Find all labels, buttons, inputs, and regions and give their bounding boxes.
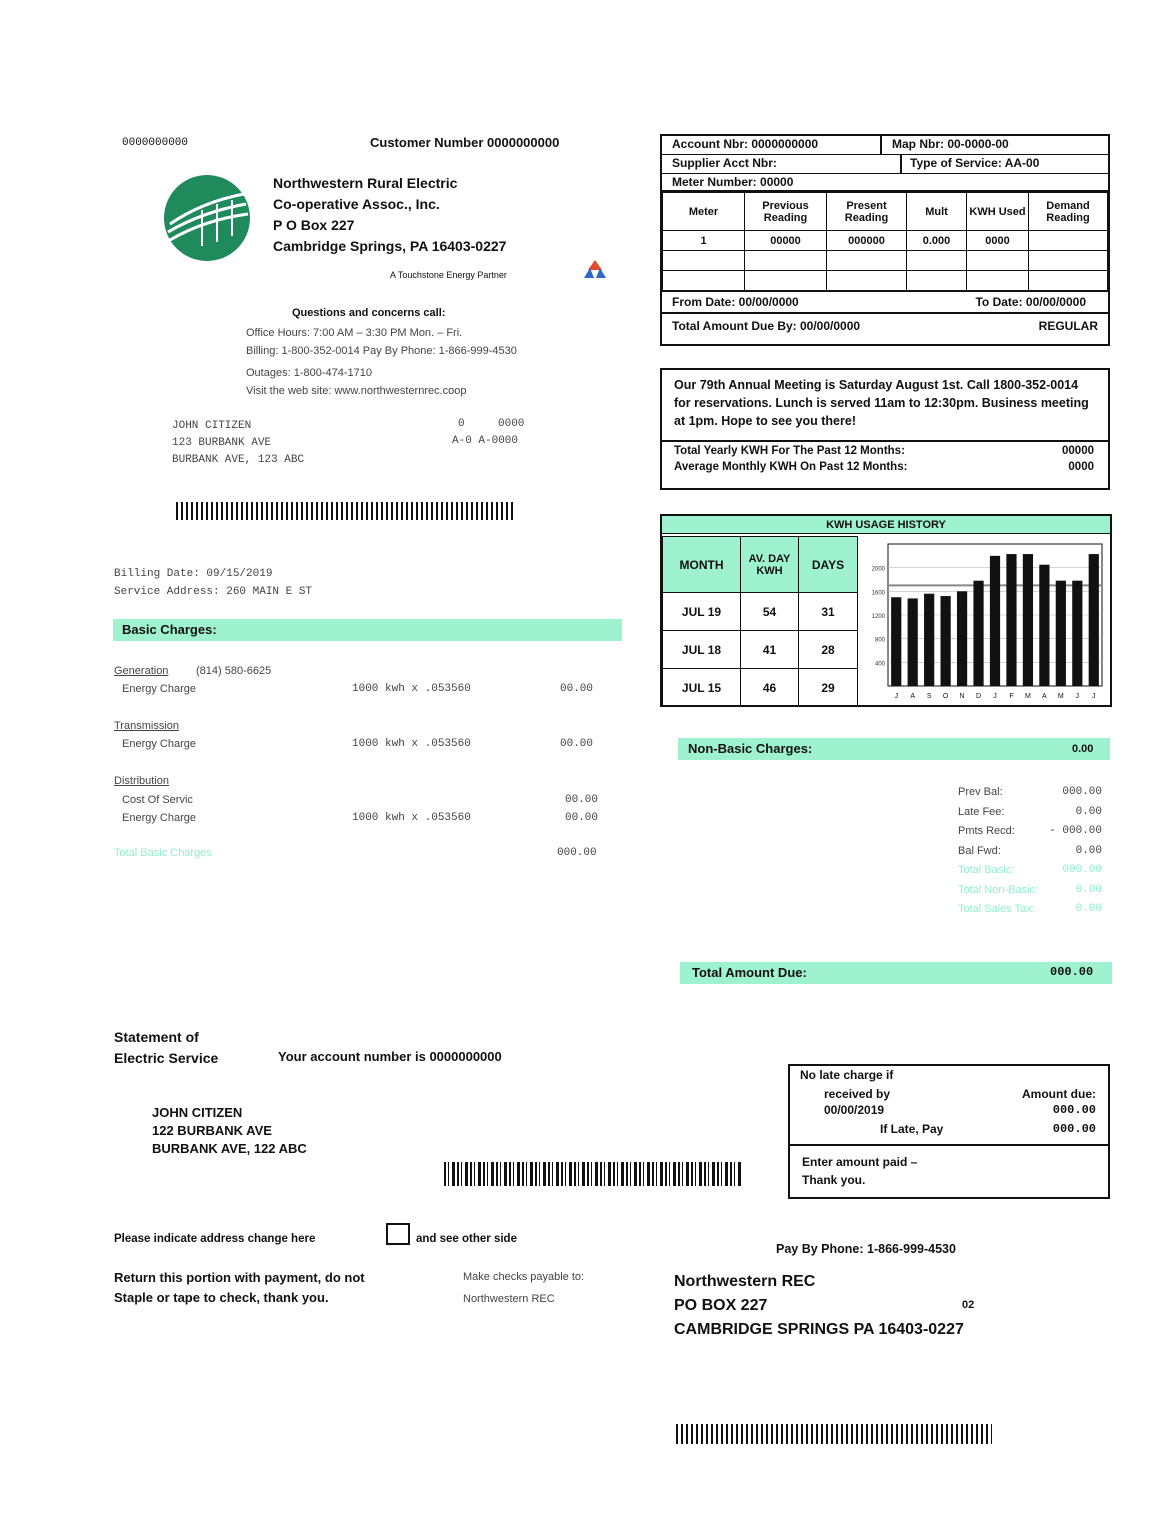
chart-y-tick-label: 1200 bbox=[871, 614, 885, 620]
chart-bar bbox=[891, 597, 901, 686]
history-month: JUL 15 bbox=[663, 669, 741, 707]
history-days: 31 bbox=[799, 593, 858, 631]
chart-x-tick-label: O bbox=[942, 693, 949, 700]
history-days: 28 bbox=[799, 631, 858, 669]
chart-x-tick-label: N bbox=[959, 693, 965, 700]
meter-number: Meter Number: 00000 bbox=[662, 174, 1108, 192]
chart-x-tick-label: S bbox=[926, 693, 932, 700]
customer-street: 123 BURBANK AVE bbox=[172, 437, 272, 449]
remit-po: PO BOX 227 bbox=[674, 1297, 768, 1314]
cost-amount: 00.00 bbox=[565, 794, 599, 806]
stub-city: BURBANK AVE, 122 ABC bbox=[152, 1141, 307, 1156]
stub-account-text: Your account number is 0000000000 bbox=[278, 1049, 502, 1064]
history-month: JUL 18 bbox=[663, 631, 741, 669]
payable-line-1: Make checks payable to: bbox=[463, 1271, 585, 1283]
meter-value: 1 bbox=[663, 231, 745, 251]
chart-bar bbox=[908, 598, 918, 686]
generation-rate: 1000 kwh x .053560 bbox=[352, 683, 471, 695]
cost-item: Cost Of Servic bbox=[122, 794, 193, 806]
no-late-line2: received by bbox=[824, 1087, 891, 1101]
total-basic-amount: 000.00 bbox=[557, 847, 597, 859]
distribution-label: Distribution bbox=[114, 775, 170, 787]
company-po-box: P O Box 227 bbox=[273, 217, 355, 233]
pmts-recd-label: Pmts Recd: bbox=[958, 825, 1015, 837]
history-month-header: MONTH bbox=[663, 537, 741, 593]
to-date: To Date: 00/00/0000 bbox=[975, 295, 1086, 309]
account-box bbox=[660, 134, 1110, 346]
chart-bar bbox=[957, 591, 967, 686]
chart-x-tick-label: J bbox=[894, 693, 898, 700]
notice-box bbox=[660, 368, 1110, 490]
service-type: Type of Service: AA-00 bbox=[910, 156, 1040, 170]
kwh-used-value: 0000 bbox=[967, 231, 1029, 251]
chart-x-tick-label: F bbox=[1009, 693, 1014, 700]
if-late-label: If Late, Pay bbox=[880, 1122, 944, 1136]
enter-amount-label: Enter amount paid – bbox=[802, 1155, 918, 1169]
distribution-item: Energy Charge bbox=[122, 812, 196, 824]
chart-bar bbox=[924, 594, 934, 686]
non-basic-amount: 0.00 bbox=[1072, 743, 1094, 755]
meter-table bbox=[662, 192, 1108, 291]
history-title: KWH USAGE HISTORY bbox=[662, 516, 1110, 534]
customer-name: JOHN CITIZEN bbox=[172, 420, 252, 432]
payable-line-2: Northwestern REC bbox=[463, 1293, 555, 1305]
pay-by-phone: Pay By Phone: 1-866-999-4530 bbox=[776, 1242, 956, 1256]
demand-reading-value bbox=[1029, 231, 1108, 251]
chart-y-tick-label: 2000 bbox=[871, 566, 885, 573]
history-avday: 41 bbox=[741, 631, 799, 669]
distribution-amount: 00.00 bbox=[565, 812, 599, 824]
website-text[interactable]: Visit the web site: www.northwesternrec.coop bbox=[246, 385, 467, 397]
chart-x-tick-label: M bbox=[1025, 693, 1031, 700]
total-due-label: Total Amount Due: bbox=[692, 965, 807, 980]
chart-bar bbox=[973, 581, 983, 686]
transmission-label: Transmission bbox=[114, 720, 179, 732]
demand-reading-header: Demand Reading bbox=[1029, 193, 1108, 231]
chart-x-tick-label: A bbox=[910, 693, 916, 700]
postal-barcode-top bbox=[176, 502, 516, 520]
prev-bal-value: 000.00 bbox=[1062, 786, 1102, 798]
total-basic-summary-label: Total Basic: bbox=[958, 864, 1015, 876]
history-avday-header: AV. DAY KWH bbox=[741, 537, 799, 593]
contact-heading: Questions and concerns call: bbox=[292, 307, 446, 319]
account-code: 0000000000 bbox=[122, 137, 189, 149]
no-late-date: 00/00/2019 bbox=[824, 1103, 885, 1117]
billing-phone: Billing: 1-800-352-0014 Pay By Phone: 1-866-999-4530 bbox=[246, 345, 517, 357]
chart-x-tick-label: J bbox=[1075, 693, 1080, 700]
from-date: From Date: 00/00/0000 bbox=[672, 295, 799, 309]
touchstone-icon bbox=[580, 258, 610, 283]
customer-number: Customer Number 0000000000 bbox=[370, 135, 560, 150]
company-name-2: Co-operative Assoc., Inc. bbox=[273, 196, 440, 212]
address-change-text-2: and see other side bbox=[416, 1233, 517, 1245]
stub-name: JOHN CITIZEN bbox=[152, 1105, 243, 1120]
chart-x-tick-label: M bbox=[1057, 693, 1064, 700]
remit-city: CAMBRIDGE SPRINGS PA 16403-0227 bbox=[674, 1321, 964, 1338]
previous-reading-header: Previous Reading bbox=[745, 193, 827, 231]
history-days-header: DAYS bbox=[799, 537, 858, 593]
present-reading-value: 000000 bbox=[827, 231, 907, 251]
customer-city: BURBANK AVE, 123 ABC bbox=[172, 454, 305, 466]
remit-code: 02 bbox=[962, 1299, 975, 1311]
pmts-recd-value: - 000.00 bbox=[1049, 825, 1102, 837]
transmission-amount: 00.00 bbox=[560, 738, 594, 750]
service-address: Service Address: 260 MAIN E ST bbox=[114, 586, 313, 598]
outages-phone: Outages: 1-800-474-1710 bbox=[246, 367, 372, 379]
chart-x-tick-label: A bbox=[1042, 693, 1047, 700]
stub-street: 122 BURBANK AVE bbox=[152, 1123, 272, 1138]
generation-label: Generation bbox=[114, 665, 169, 677]
stub-title-1: Statement of bbox=[114, 1029, 199, 1045]
mult-header: Mult bbox=[907, 193, 967, 231]
previous-reading-value: 00000 bbox=[745, 231, 827, 251]
chart-bar bbox=[990, 556, 1000, 686]
company-name: Northwestern Rural Electric bbox=[273, 175, 458, 191]
history-month: JUL 19 bbox=[663, 593, 741, 631]
address-change-text: Please indicate address change here bbox=[114, 1233, 316, 1245]
prev-bal-label: Prev Bal: bbox=[958, 786, 1003, 798]
amount-due-value: 000.00 bbox=[1052, 1103, 1096, 1117]
chart-bar bbox=[1089, 554, 1099, 686]
monthly-kwh-value: 0000 bbox=[1068, 461, 1094, 473]
total-tax-label: Total Sales Tax: bbox=[958, 903, 1035, 915]
chart-bar bbox=[1039, 565, 1049, 686]
generation-amount: 00.00 bbox=[560, 683, 594, 695]
late-fee-value: 0.00 bbox=[1075, 805, 1102, 818]
chart-x-tick-label: J bbox=[1092, 693, 1096, 700]
transmission-rate: 1000 kwh x .053560 bbox=[352, 738, 471, 750]
total-due-amount: 000.00 bbox=[1050, 965, 1094, 979]
address-change-checkbox[interactable] bbox=[386, 1223, 410, 1245]
chart-bar bbox=[1006, 554, 1016, 686]
late-charge-box bbox=[788, 1064, 1110, 1199]
total-nonbasic-value: 0.00 bbox=[1075, 883, 1102, 896]
history-avday: 46 bbox=[741, 669, 799, 707]
chart-bar bbox=[941, 596, 951, 686]
total-basic-label: Total Basic Charges bbox=[114, 847, 212, 859]
usage-history-box bbox=[660, 514, 1112, 707]
return-instructions-1: Return this portion with payment, do not bbox=[114, 1270, 365, 1285]
mult-value: 0.000 bbox=[907, 231, 967, 251]
total-due-by: Total Amount Due By: 00/00/0000 bbox=[672, 319, 861, 333]
non-basic-title: Non-Basic Charges: bbox=[688, 741, 813, 756]
office-hours: Office Hours: 7:00 AM – 3:30 PM Mon. – Fri. bbox=[246, 327, 463, 339]
payment-barcode bbox=[444, 1162, 742, 1186]
yearly-kwh-value: 00000 bbox=[1062, 445, 1094, 457]
monthly-kwh-label: Average Monthly KWH On Past 12 Months: bbox=[674, 461, 908, 473]
postal-barcode-bottom bbox=[676, 1424, 992, 1444]
history-table bbox=[662, 536, 858, 707]
meeting-notice: Our 79th Annual Meeting is Saturday August 1st. Call 1800-352-0014 for reservations. Lunch is served 11am to 12:30pm. Business meeting at 1pm. Hope to see you there! bbox=[662, 370, 1108, 442]
partner-text: A Touchstone Energy Partner bbox=[390, 270, 507, 280]
customer-code-b: 0000 bbox=[498, 418, 525, 430]
bal-fwd-value: 0.00 bbox=[1075, 844, 1102, 857]
total-basic-summary-value: 000.00 bbox=[1062, 864, 1102, 876]
generation-phone: (814) 580-6625 bbox=[196, 665, 272, 677]
history-avday: 54 bbox=[741, 593, 799, 631]
kwh-used-header: KWH Used bbox=[967, 193, 1029, 231]
history-days: 29 bbox=[799, 669, 858, 707]
billing-date: Billing Date: 09/15/2019 bbox=[114, 568, 273, 580]
return-instructions-2: Staple or tape to check, thank you. bbox=[114, 1290, 329, 1305]
chart-y-tick-label: 400 bbox=[874, 661, 885, 668]
chart-bar bbox=[1072, 581, 1082, 686]
bal-fwd-label: Bal Fwd: bbox=[958, 844, 1001, 857]
total-tax-value: 0.00 bbox=[1075, 903, 1102, 915]
company-city: Cambridge Springs, PA 16403-0227 bbox=[273, 238, 507, 254]
usage-chart bbox=[862, 536, 1108, 704]
chart-bar bbox=[1056, 581, 1066, 686]
late-fee-label: Late Fee: bbox=[958, 805, 1005, 818]
customer-code-a: 0 bbox=[458, 418, 465, 430]
basic-charges-title: Basic Charges: bbox=[122, 622, 217, 637]
present-reading-header: Present Reading bbox=[827, 193, 907, 231]
total-nonbasic-label: Total Non-Basic: bbox=[958, 883, 1039, 896]
remit-name: Northwestern REC bbox=[674, 1273, 816, 1290]
distribution-rate: 1000 kwh x .053560 bbox=[352, 812, 471, 824]
regular-label: REGULAR bbox=[1038, 319, 1098, 333]
account-nbr: Account Nbr: 0000000000 bbox=[662, 136, 882, 154]
customer-code-2: A-0 A-0000 bbox=[452, 435, 519, 447]
chart-bar bbox=[1023, 554, 1033, 686]
chart-y-tick-label: 1600 bbox=[871, 590, 885, 597]
generation-item: Energy Charge bbox=[122, 683, 196, 695]
amount-due-label: Amount due: bbox=[1022, 1087, 1096, 1101]
yearly-kwh-label: Total Yearly KWH For The Past 12 Months: bbox=[674, 445, 905, 457]
transmission-item: Energy Charge bbox=[122, 738, 196, 750]
late-amount-value: 000.00 bbox=[1052, 1122, 1096, 1136]
chart-x-tick-label: J bbox=[993, 693, 997, 700]
chart-x-tick-label: D bbox=[976, 693, 982, 700]
supplier-acct: Supplier Acct Nbr: bbox=[662, 155, 902, 173]
no-late-line1: No late charge if bbox=[800, 1068, 894, 1082]
map-nbr: Map Nbr: 00-0000-00 bbox=[892, 137, 1009, 151]
chart-y-tick-label: 800 bbox=[874, 637, 885, 644]
company-logo bbox=[162, 172, 252, 264]
stub-title-2: Electric Service bbox=[114, 1050, 219, 1066]
meter-header: Meter bbox=[663, 193, 745, 231]
thank-you-label: Thank you. bbox=[802, 1173, 866, 1187]
